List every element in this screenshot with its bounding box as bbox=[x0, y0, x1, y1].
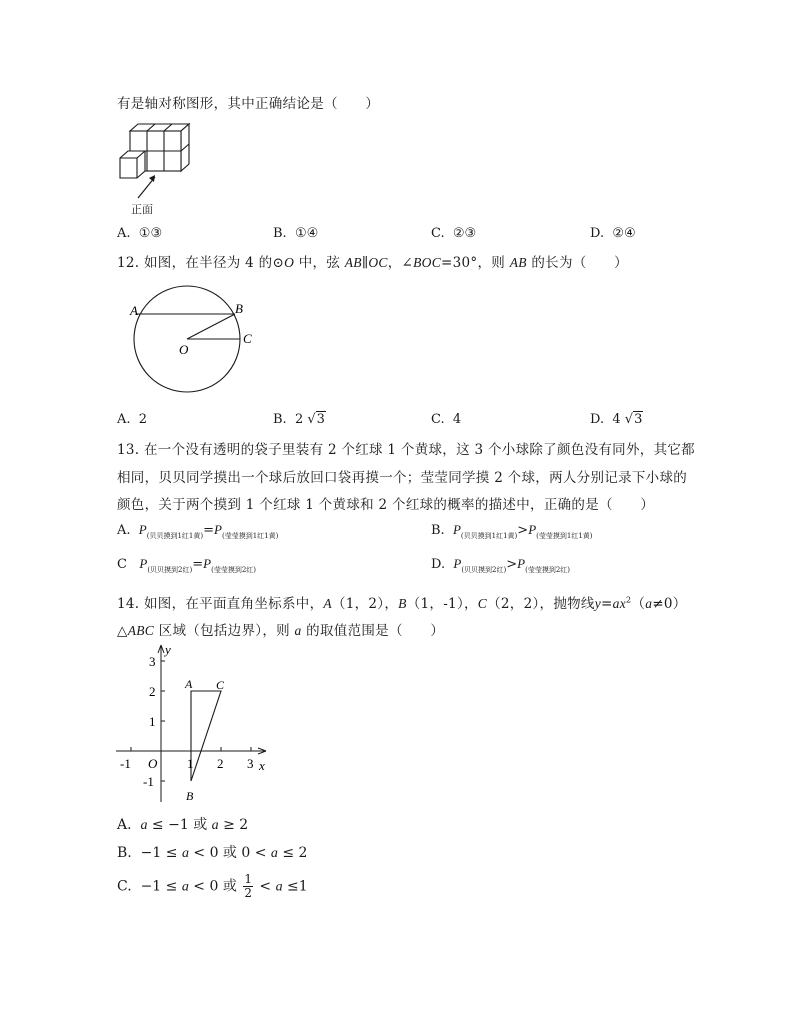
coordinate-graph bbox=[110, 640, 280, 810]
option-text: ≤ −1 或 bbox=[147, 817, 212, 833]
point-c-label: C bbox=[243, 331, 252, 346]
point-a-label: A bbox=[130, 303, 138, 318]
stem-math: AB bbox=[509, 255, 527, 270]
comparison: = bbox=[203, 523, 215, 538]
q13-option-c[interactable] bbox=[117, 556, 256, 575]
q12-option-d[interactable]: D. 4 √3 bbox=[590, 412, 643, 427]
stem-math: a bbox=[645, 596, 653, 611]
option-text: < 0 或 bbox=[188, 878, 242, 895]
q11-option-c[interactable] bbox=[431, 226, 476, 241]
q13-option-a[interactable] bbox=[117, 522, 278, 541]
question-number: 13. bbox=[117, 442, 140, 458]
point-c-label: C bbox=[216, 678, 225, 692]
option-letter: A. bbox=[117, 226, 131, 241]
stem-math: y bbox=[594, 596, 602, 611]
fraction-denominator: 2 bbox=[244, 886, 252, 900]
stem-text: 中，弦 bbox=[294, 255, 345, 271]
option-text: ≥ 2 bbox=[218, 817, 249, 833]
q13-option-d[interactable] bbox=[431, 556, 570, 575]
probability-p: P bbox=[452, 522, 461, 537]
probability-p: P bbox=[528, 522, 537, 537]
comparison: > bbox=[506, 557, 518, 572]
stem-text: △ bbox=[117, 623, 128, 639]
probability-p: P bbox=[139, 556, 148, 571]
probability-p: P bbox=[203, 556, 212, 571]
option-math: a bbox=[181, 879, 189, 895]
question-number: 14. bbox=[117, 596, 140, 612]
q11-option-d[interactable] bbox=[590, 226, 636, 241]
option-text: ②④ bbox=[612, 226, 636, 241]
option-letter: C bbox=[117, 557, 127, 572]
probability-p: P bbox=[214, 522, 222, 537]
stem-math: B bbox=[398, 596, 407, 611]
option-math: a bbox=[140, 818, 148, 833]
y-tick-label: -1 bbox=[143, 774, 154, 789]
option-letter: C. bbox=[431, 226, 445, 241]
q14-option-a[interactable] bbox=[117, 814, 248, 834]
stem-text: （2，2），抛物线 bbox=[487, 596, 595, 612]
stem-text: （1，-1）， bbox=[406, 596, 478, 612]
fraction-numerator: 1 bbox=[244, 872, 252, 886]
option-letter: B. bbox=[273, 412, 287, 427]
option-letter: D. bbox=[431, 557, 446, 572]
point-b-label: B bbox=[235, 301, 243, 316]
option-letter: A. bbox=[117, 523, 131, 538]
event-subscript: (贝贝摸到1红1黄) bbox=[146, 532, 204, 540]
event-subscript: (贝贝摸到1红1黄) bbox=[460, 532, 518, 540]
probability-p: P bbox=[138, 522, 147, 537]
event-subscript: (莹莹摸到2红) bbox=[211, 566, 257, 574]
option-letter: C. bbox=[117, 878, 132, 895]
question-13-line-3: 颜色，关于两个摸到 1 个红球 1 个黄球和 2 个红球的概率的描述中，正确的是（ ） bbox=[117, 497, 655, 513]
question-14-line-2 bbox=[117, 619, 444, 639]
option-text: ≤ 2 bbox=[277, 845, 308, 861]
y-tick-label: 1 bbox=[149, 714, 156, 729]
stem-text: ≠0） bbox=[652, 596, 687, 612]
option-text: < 0 或 0 < bbox=[188, 845, 271, 861]
option-letter: C. bbox=[431, 412, 445, 427]
fraction-one-half bbox=[243, 873, 253, 900]
stem-math: OC bbox=[368, 255, 388, 270]
x-axis-label: x bbox=[259, 758, 265, 773]
x-tick-label: 1 bbox=[187, 756, 194, 771]
event-subscript: (莹莹摸到2红) bbox=[525, 566, 571, 574]
stem-text: ，∠ bbox=[387, 255, 414, 271]
question-14-line-1 bbox=[117, 592, 687, 612]
comparison: > bbox=[517, 523, 529, 538]
stem-math: O bbox=[284, 255, 295, 270]
option-text: < bbox=[254, 878, 276, 895]
y-tick-label: 3 bbox=[149, 654, 156, 669]
stem-text: 的长为（ ） bbox=[526, 255, 628, 271]
probability-p: P bbox=[453, 556, 462, 571]
event-subscript: (贝贝摸到2红) bbox=[461, 566, 507, 574]
x-tick-label: 2 bbox=[217, 756, 224, 771]
probability-p: P bbox=[517, 556, 526, 571]
stem-math: ABC bbox=[127, 623, 155, 638]
origin-label: O bbox=[148, 756, 158, 771]
point-o-label: O bbox=[179, 342, 189, 357]
x-tick-label: -1 bbox=[120, 756, 131, 771]
event-subscript: (莹莹摸到1红1黄) bbox=[221, 532, 279, 540]
stem-text: =30°，则 bbox=[441, 255, 510, 271]
q11-option-a[interactable] bbox=[117, 226, 162, 241]
y-axis-label: y bbox=[165, 642, 171, 657]
question-13-line-1 bbox=[117, 438, 695, 458]
question-12-stem bbox=[117, 251, 628, 271]
option-math: a bbox=[270, 846, 278, 861]
option-text: ②③ bbox=[452, 226, 477, 241]
cube-stack-figure bbox=[116, 120, 196, 216]
stem-text: 如图，在平面直角坐标系中， bbox=[143, 596, 324, 612]
exponent: 2 bbox=[626, 595, 632, 605]
stem-text: （ bbox=[631, 596, 646, 612]
x-tick-label: 3 bbox=[247, 756, 254, 771]
stem-math: BOC bbox=[413, 255, 442, 270]
option-letter: B. bbox=[431, 523, 445, 538]
stem-math: AB bbox=[344, 255, 362, 270]
option-text: ①④ bbox=[294, 226, 319, 241]
option-math: a bbox=[211, 818, 219, 833]
q14-option-b[interactable] bbox=[117, 842, 307, 862]
option-math: a bbox=[181, 846, 189, 861]
option-text: 4 bbox=[612, 412, 621, 427]
stem-text: （1，2）， bbox=[331, 596, 399, 612]
stem-math: a bbox=[294, 623, 302, 638]
stem-text: 的取值范围是（ ） bbox=[301, 623, 445, 639]
option-text: −1 ≤ bbox=[140, 845, 182, 861]
stem-math: A bbox=[323, 596, 332, 611]
option-text: ≤1 bbox=[282, 878, 308, 895]
point-b-label: B bbox=[186, 789, 194, 803]
option-text: −1 ≤ bbox=[140, 878, 182, 895]
stem-math: C bbox=[477, 596, 488, 611]
comparison: = bbox=[192, 557, 204, 572]
option-text: ①③ bbox=[138, 226, 163, 241]
stem-text: = bbox=[601, 596, 613, 612]
q11-option-b[interactable] bbox=[273, 226, 318, 241]
stem-text: 区域（包括边界），则 bbox=[154, 623, 295, 639]
option-letter: B. bbox=[117, 845, 132, 861]
q13-option-b[interactable] bbox=[431, 522, 593, 541]
point-a-label: A bbox=[185, 677, 193, 691]
option-text: 2 bbox=[138, 412, 148, 427]
option-letter: D. bbox=[590, 226, 605, 241]
q12-option-c[interactable] bbox=[431, 412, 461, 427]
radicand: 3 bbox=[316, 412, 325, 427]
option-text: 4 bbox=[452, 412, 462, 427]
question-number: 12. bbox=[117, 255, 140, 271]
question-11-tail: 有是轴对称图形，其中正确结论是（ ） bbox=[117, 96, 380, 112]
radicand: 3 bbox=[634, 412, 643, 427]
stem-text: 如图，在半径为 4 的⊙ bbox=[143, 255, 285, 271]
event-subscript: (莹莹摸到1红1黄) bbox=[536, 532, 593, 540]
q12-option-b[interactable]: B. 2 √3 bbox=[273, 412, 325, 427]
option-math: a bbox=[275, 879, 283, 895]
question-13-line-2: 相同，贝贝同学摸出一个球后放回口袋再摸一个；莹莹同学摸 2 个球，两人分别记录下小球的 bbox=[117, 470, 688, 486]
option-letter: D. bbox=[590, 412, 605, 427]
stem-math: ax bbox=[612, 596, 627, 611]
event-subscript: (贝贝摸到2红) bbox=[147, 566, 193, 574]
q14-option-c[interactable] bbox=[117, 873, 308, 900]
circle-figure bbox=[124, 283, 264, 399]
stem-text: ∥ bbox=[361, 255, 369, 271]
q12-option-a[interactable] bbox=[117, 412, 147, 427]
y-tick-label: 2 bbox=[149, 684, 156, 699]
option-letter: A. bbox=[117, 412, 131, 427]
option-letter: B. bbox=[273, 226, 287, 241]
option-text: 2 bbox=[294, 412, 304, 427]
stem-text: 在一个没有透明的袋子里装有 2 个红球 1 个黄球，这 3 个小球除了颜色没有同外，其它都 bbox=[143, 442, 695, 458]
option-letter: A. bbox=[117, 817, 132, 833]
front-view-label: 正面 bbox=[131, 203, 153, 216]
